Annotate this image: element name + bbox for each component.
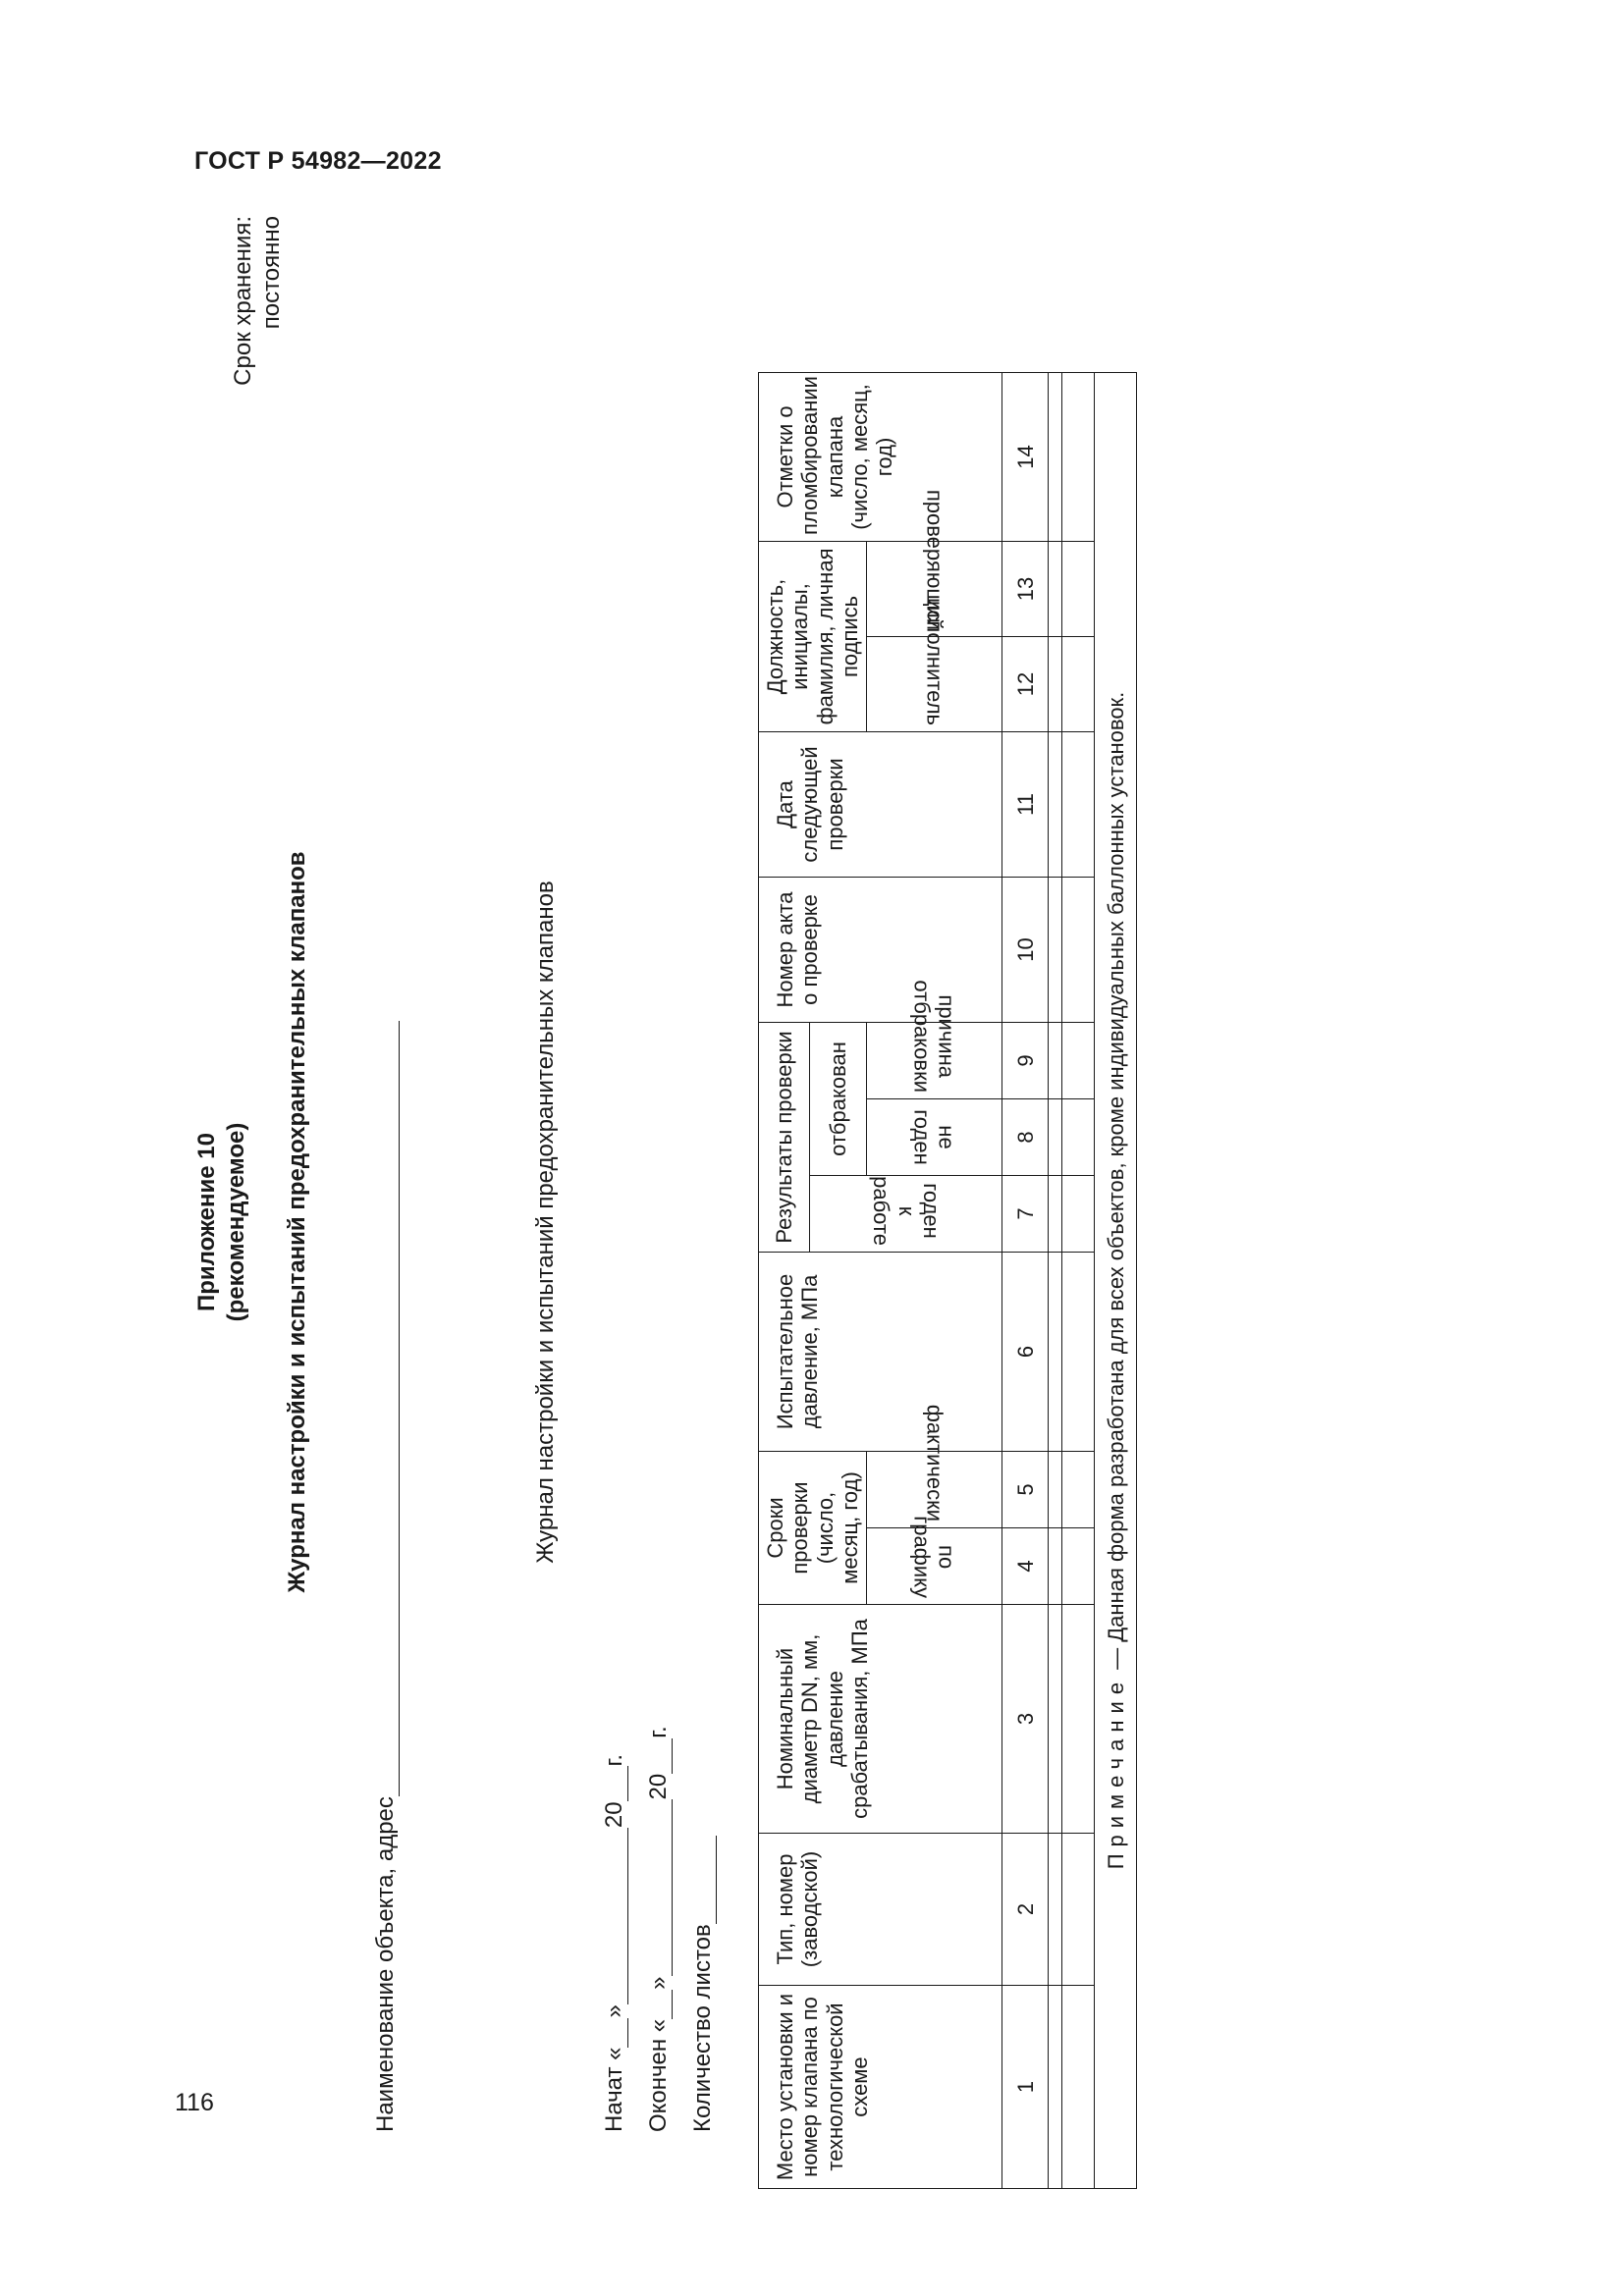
appendix-title: Приложение 10 xyxy=(193,1133,220,1311)
sheets-count-line xyxy=(689,1836,717,2132)
start-quote: » xyxy=(601,2004,627,2018)
start-prefix: Начат « xyxy=(601,2047,627,2132)
column-number: 14 xyxy=(1002,372,1049,541)
table-cell[interactable] xyxy=(1062,877,1095,1022)
end-year-suffix: г. xyxy=(645,1726,672,1738)
start-year-prefix: 20 xyxy=(601,1801,627,1829)
column-number: 7 xyxy=(1002,1175,1049,1252)
end-year-blank[interactable] xyxy=(648,1738,673,1774)
table-cell[interactable] xyxy=(1062,372,1095,541)
header-by-schedule-text: по графику xyxy=(909,1516,959,1598)
column-numbers-row xyxy=(1002,372,1049,2188)
header-fit-text: годен к работе xyxy=(868,1176,944,1246)
header-executor xyxy=(867,598,1002,731)
note-row xyxy=(1095,372,1137,2188)
header-sealing: Отметки о пломбировании клапана (число, месяц, год) xyxy=(759,372,1002,541)
column-number: 9 xyxy=(1002,1022,1049,1098)
column-number: 12 xyxy=(1002,636,1049,731)
header-not-fit-text: не годен xyxy=(909,1109,959,1165)
column-number: 3 xyxy=(1002,1605,1049,1834)
end-date-line xyxy=(645,1726,673,2132)
header-actual xyxy=(867,1404,1002,1527)
header-check-terms: Сроки проверки (число, месяц, год) xyxy=(759,1451,867,1604)
end-month-blank[interactable] xyxy=(648,1799,673,1976)
appendix-subtitle: (рекомендуемое) xyxy=(223,1122,249,1322)
sheets-label: Количество листов xyxy=(689,1924,716,2132)
table-cell[interactable] xyxy=(1062,1175,1095,1252)
table-cell[interactable] xyxy=(1062,1098,1095,1175)
table-cell xyxy=(1049,1605,1062,1834)
journal-table xyxy=(758,372,1137,2189)
table-cell xyxy=(1049,1528,1062,1605)
table-cell[interactable] xyxy=(1062,1252,1095,1451)
header-actual-text: фактически xyxy=(922,1404,947,1522)
table-cell xyxy=(1049,541,1062,636)
table-cell[interactable] xyxy=(1062,1528,1095,1605)
column-number: 4 xyxy=(1002,1528,1049,1605)
header-col3-diameter: Номинальный диаметр DN, мм, давление срабатывания, МПа xyxy=(759,1605,1002,1834)
table-cell xyxy=(1049,1175,1062,1252)
note-cell xyxy=(1095,372,1137,2188)
column-number: 5 xyxy=(1002,1451,1049,1527)
header-col2-type: Тип, номер (заводской) xyxy=(759,1834,1002,1986)
table-cell xyxy=(1049,1252,1062,1451)
storage-value: постоянно xyxy=(257,216,285,330)
end-quote: » xyxy=(645,1976,672,1990)
end-year-prefix: 20 xyxy=(645,1773,672,1800)
column-number: 6 xyxy=(1002,1252,1049,1451)
storage-period xyxy=(230,216,287,510)
header-executor-text: исполнитель xyxy=(922,598,947,725)
table-row xyxy=(1062,372,1095,2188)
table-cell xyxy=(1049,877,1062,1022)
table-cell xyxy=(1049,1022,1062,1098)
header-not-fit xyxy=(867,1098,1002,1175)
start-month-blank[interactable] xyxy=(604,1828,628,2004)
column-number: 8 xyxy=(1002,1098,1049,1175)
page-number: 116 xyxy=(175,2089,214,2116)
note-label: Примечание xyxy=(1103,1675,1128,1870)
header-next-date: Дата следующей проверки xyxy=(759,731,1002,877)
landscape-form xyxy=(179,196,1259,2248)
table-cell xyxy=(1049,372,1062,541)
start-year-blank[interactable] xyxy=(604,1766,628,1801)
table-cell xyxy=(1049,1098,1062,1175)
header-reject-reason-text: причина отбраковки xyxy=(909,980,959,1093)
table-cell xyxy=(1049,1986,1062,2189)
table-cell[interactable] xyxy=(1062,636,1095,731)
table-cell xyxy=(1049,636,1062,731)
column-number: 10 xyxy=(1002,877,1049,1022)
object-label: Наименование объекта, адрес xyxy=(372,1796,399,2132)
start-year-suffix: г. xyxy=(601,1753,627,1767)
table-cell[interactable] xyxy=(1062,1022,1095,1098)
header-act-number: Номер акта о проверке xyxy=(759,877,1002,1022)
table-cell xyxy=(1049,1834,1062,1986)
header-reject-reason xyxy=(867,980,1002,1098)
column-number: 1 xyxy=(1002,1986,1049,2189)
table-cell xyxy=(1049,731,1062,877)
start-day-blank[interactable] xyxy=(604,2018,628,2048)
table-cell[interactable] xyxy=(1062,1986,1095,2189)
table-cell[interactable] xyxy=(1062,1605,1095,1834)
center-caption: Журнал настройки и испытаний предохранительных клапанов xyxy=(532,881,559,1564)
sheets-count-blank[interactable] xyxy=(692,1836,717,1924)
object-name-blank[interactable] xyxy=(375,1021,400,1796)
standard-header: ГОСТ Р 54982—2022 xyxy=(194,147,442,175)
journal-title: Журнал настройки и испытаний предохранительных клапанов xyxy=(284,851,310,1593)
header-results: Результаты проверки xyxy=(759,1022,810,1252)
header-test-pressure: Испытательное давление, МПа xyxy=(759,1252,1002,1451)
header-fit xyxy=(810,1175,1002,1252)
end-prefix: Окончен « xyxy=(645,2018,672,2132)
storage-label: Срок хранения: xyxy=(230,216,256,386)
header-position: Должность, инициалы, фамилия, личная подпись xyxy=(759,541,867,731)
header-col1-location: Место установки и номер клапана по технологической схеме xyxy=(759,1986,1002,2189)
end-day-blank[interactable] xyxy=(648,1990,673,2019)
table-cell[interactable] xyxy=(1062,541,1095,636)
table-cell xyxy=(1049,1451,1062,1527)
header-rejected: отбракован xyxy=(810,1022,867,1175)
table-cell[interactable] xyxy=(1062,1834,1095,1986)
table-cell[interactable] xyxy=(1062,1451,1095,1527)
start-date-line xyxy=(601,1754,628,2132)
header-inspector-text: проверяющий xyxy=(922,489,947,630)
table-cell[interactable] xyxy=(1062,731,1095,877)
separator-row xyxy=(1049,372,1062,2188)
column-number: 2 xyxy=(1002,1834,1049,1986)
object-name-line xyxy=(372,1021,400,2132)
header-by-schedule xyxy=(867,1516,1002,1605)
note-text: — Данная форма разработана для всех объектов, кроме индивидуальных баллонных установок. xyxy=(1103,691,1128,1676)
column-number: 11 xyxy=(1002,731,1049,877)
header-inspector xyxy=(867,489,1002,636)
column-number: 13 xyxy=(1002,541,1049,636)
